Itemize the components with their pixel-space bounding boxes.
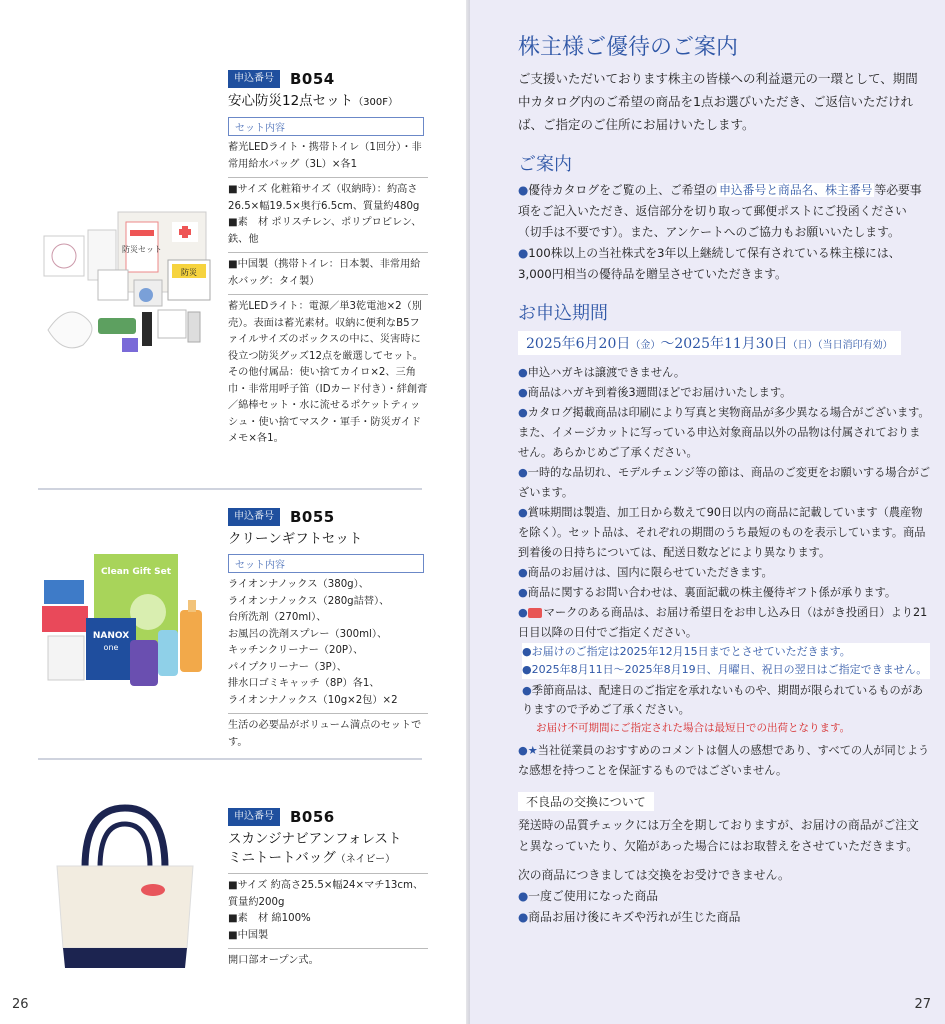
period-end-day: （日） (787, 340, 818, 351)
page-number-right: 27 (914, 997, 931, 1012)
note-item: ●カタログ掲載商品は印刷により写真と実物商品が多少異なる場合がございます。また、イメージカットに写っている申込対象商品以外の品物は付属されておりません。あらかじめご了承ください。 (518, 406, 930, 459)
divider (228, 177, 428, 178)
divider (228, 873, 428, 874)
noexchange-item: ●商品お届け後にキズや汚れが生じた商品 (518, 910, 741, 924)
period-start: 2025年6月20日 (526, 336, 631, 352)
noexchange-text: 次の商品につきましては交換をお受けできません。 (518, 868, 790, 882)
delivery-mark-icon (528, 608, 542, 618)
period-box (518, 331, 901, 355)
guide-item-1 (518, 180, 930, 243)
divider (228, 294, 428, 295)
origin-line: ■中国製 (228, 929, 269, 941)
defect-tag: 不良品の交換について (518, 792, 654, 811)
set-line: ライオンナノックス（280g詰替）、 (228, 595, 390, 607)
code-label: 申込番号 (228, 808, 280, 826)
size-line: ■サイズ 約高さ25.5×幅24×マチ13cm、質量約200g (228, 880, 424, 908)
product-name-line2-text: ミニトートバッグ (228, 850, 336, 866)
right-page (470, 0, 945, 1024)
pic-label-1: 防災セット (122, 245, 162, 254)
product-name (228, 92, 428, 112)
set-contents-list (228, 577, 428, 709)
code-label: 申込番号 (228, 70, 280, 88)
section-title-guide: ご案内 (518, 154, 572, 175)
intro-text: ご支援いただいております株主の皆様への利益還元の一環として、期間中カタログ内のご希望の商品を1点お選びいただき、ご返信いただければ、ご指定のご住所にお届けいたします。 (518, 71, 918, 132)
note-item: ●商品に関するお問い合わせは、裏面記載の株主優待ギフト係が承ります。 (518, 586, 897, 599)
set-contents-label: セット内容 (228, 117, 424, 136)
size-line: ■サイズ 化粧箱サイズ（収納時）：約高さ26.5×幅19.5×奥行6.5cm、質量約480g (228, 184, 420, 212)
divider (228, 252, 428, 253)
pic-label-nanox: NANOX (92, 631, 130, 641)
set-line: 排水口ゴミキャッチ（8P）各1、 (228, 678, 380, 689)
left-page (0, 0, 470, 1024)
product-price: （300F） (353, 97, 399, 108)
code-row (228, 508, 428, 526)
pic-label-one: one (103, 643, 119, 652)
description: 生活の必要品がボリューム満点のセットです。 (228, 720, 422, 748)
guide-1-text-a: 優待カタログをご覧の上、ご希望の (528, 183, 718, 197)
period-start-day: （金） (630, 340, 661, 351)
divider (228, 948, 428, 949)
mark-note: ● マークのある商品は、お届け希望日をお申し込み日（はがき投函日）より21日目以降の日付でご指定ください。 (518, 606, 928, 639)
divider (228, 713, 428, 714)
set-line: 台所洗剤（270ml）、 (228, 612, 327, 623)
info-b056 (228, 808, 428, 970)
period-end: 2025年11月30日 (674, 336, 788, 352)
period-sep: ～ (660, 336, 675, 352)
separator (38, 488, 422, 490)
set-contents-text: 蓄光LEDライト・携帯トイレ（1回分）・非常用給水バッグ（3L）×各1 (228, 142, 422, 170)
mark-sub-1: ●お届けのご指定は2025年12月15日までとさせていただきます。 (522, 643, 930, 661)
material-line: ■素 材 綿100% (228, 913, 311, 924)
set-line: ライオンナノックス（10g×2包）×2 (228, 694, 398, 706)
right-content (518, 30, 930, 928)
product-code: B056 (290, 808, 335, 826)
separator (38, 758, 422, 760)
note-item: ●申込ハガキは譲渡できません。 (518, 366, 686, 379)
set-line: パイプクリーナー（3P）、 (228, 661, 347, 673)
info-b055 (228, 508, 428, 751)
bullet: ● (518, 183, 529, 197)
product-name-line2 (228, 849, 428, 869)
product-color: （ネイビー） (335, 854, 396, 865)
item-b055 (0, 508, 440, 748)
defect-text: 発送時の品質チェックには万全を期しておりますが、お届けの商品がご注文と異なっていたり、欠陥があった場合にはお取替えをさせていただきます。 (518, 818, 919, 853)
section-title-period: お申込期間 (518, 303, 608, 324)
note-item: ●賞味期間は製造、加工日から数えて90日以内の商品に記載しています（農産物を除く）。セット品は、それぞれの期間のうち最短のものを表示しています。商品到着後の日持ちについては、配送日数などにより異なります。 (518, 506, 926, 559)
noexchange-item: ●一度ご使用になった商品 (518, 889, 659, 903)
season-note: ●季節商品は、配達日のご指定を承れないものや、期間が限られているものがありますので予めご了承ください。 (522, 684, 924, 716)
guide-item-2 (518, 243, 930, 285)
product-image-b055 (38, 550, 218, 700)
note-item: ●商品のお届けは、国内に限らせていただきます。 (518, 566, 773, 579)
origin-line: ■中国製（携帯トイレ：日本製、非常用給水バッグ：タイ製） (228, 259, 421, 287)
product-name-line1: スカンジナビアンフォレスト (228, 831, 402, 847)
guide-2-text: 100株以上の当社株式を3年以上継続して保有されている株主様には、3,000円相当の優待品を贈呈させていただきます。 (518, 246, 901, 281)
code-row (228, 70, 428, 88)
svg-text:防災: 防災 (181, 268, 197, 277)
set-contents-label: セット内容 (228, 554, 424, 573)
material-line: ■素 材 ポリスチレン、ポリプロピレン、鉄、他 (228, 217, 422, 245)
defect-section (518, 791, 930, 928)
info-b054 (228, 70, 428, 448)
note-item: ●一時的な品切れ、モデルチェンジ等の節は、商品のご変更をお願いする場合がございます。 (518, 466, 931, 499)
set-line: ライオンナノックス（380g）、 (228, 579, 369, 590)
product-image-b056 (45, 798, 225, 978)
description: 開口部オープン式。 (228, 955, 319, 966)
note-item: ●商品はハガキ到着後3週間ほどでお届けいたします。 (518, 386, 792, 399)
guide-1-highlight: 申込番号と商品名、株主番号 (719, 183, 873, 197)
notes-list (518, 363, 930, 781)
code-row (228, 808, 428, 826)
product-name-text: 安心防災12点セット (228, 93, 354, 109)
product-code: B054 (290, 70, 335, 88)
page-number-left: 26 (12, 997, 29, 1012)
page-title: 株主様ご優待のご案内 (518, 35, 739, 60)
item-b056 (0, 808, 440, 988)
set-line: お風呂の洗剤スプレー（300ml）、 (228, 628, 388, 640)
star-note: ●★当社従業員のおすすめのコメントは個人の感想であり、すべての人が同じような感想を持つことを保証するものではございません。 (518, 744, 930, 777)
season-red-note: お届け不可期間にご指定された場合は最短日での出荷となります。 (536, 722, 851, 734)
product-name: クリーンギフトセット (228, 531, 363, 547)
guide-1-text-b: 等必要事項をご記入いただき、返信部分を切り取って郵便ポストにご投函ください（切手は不要です）。また、アンケートへのご協力もお願いいたします。 (518, 183, 922, 239)
code-label: 申込番号 (228, 508, 280, 526)
set-line: キッチンクリーナー（20P）、 (228, 645, 364, 656)
product-code: B055 (290, 508, 335, 526)
period-note: （当日消印有効） (817, 340, 893, 351)
mark-sub-2: ●2025年8月11日～2025年8月19日、月曜日、祝日の翌日はご指定できません。 (522, 661, 930, 679)
description: 蓄光LEDライト：電源／単3乾電池×2（別売）。表面は蓄光素材。収納に便利なB5ファイルサイズのボックスの中に、災害時に役立つ防災グッズ12点を厳選してセット。その他付属品：使い捨てカイロ×2、三角巾・非常用呼子笛（IDカード付き）・絆創膏／綿棒セット・水に流せるポケットティッシュ・使い捨てマスク・軍手・防災ガイドメモ×各1。 (228, 301, 428, 444)
pic-label-clean: Clean Gift Set (100, 567, 172, 577)
bullet: ● (518, 246, 529, 260)
product-image-b054 (38, 200, 218, 380)
item-b054 (0, 70, 440, 470)
